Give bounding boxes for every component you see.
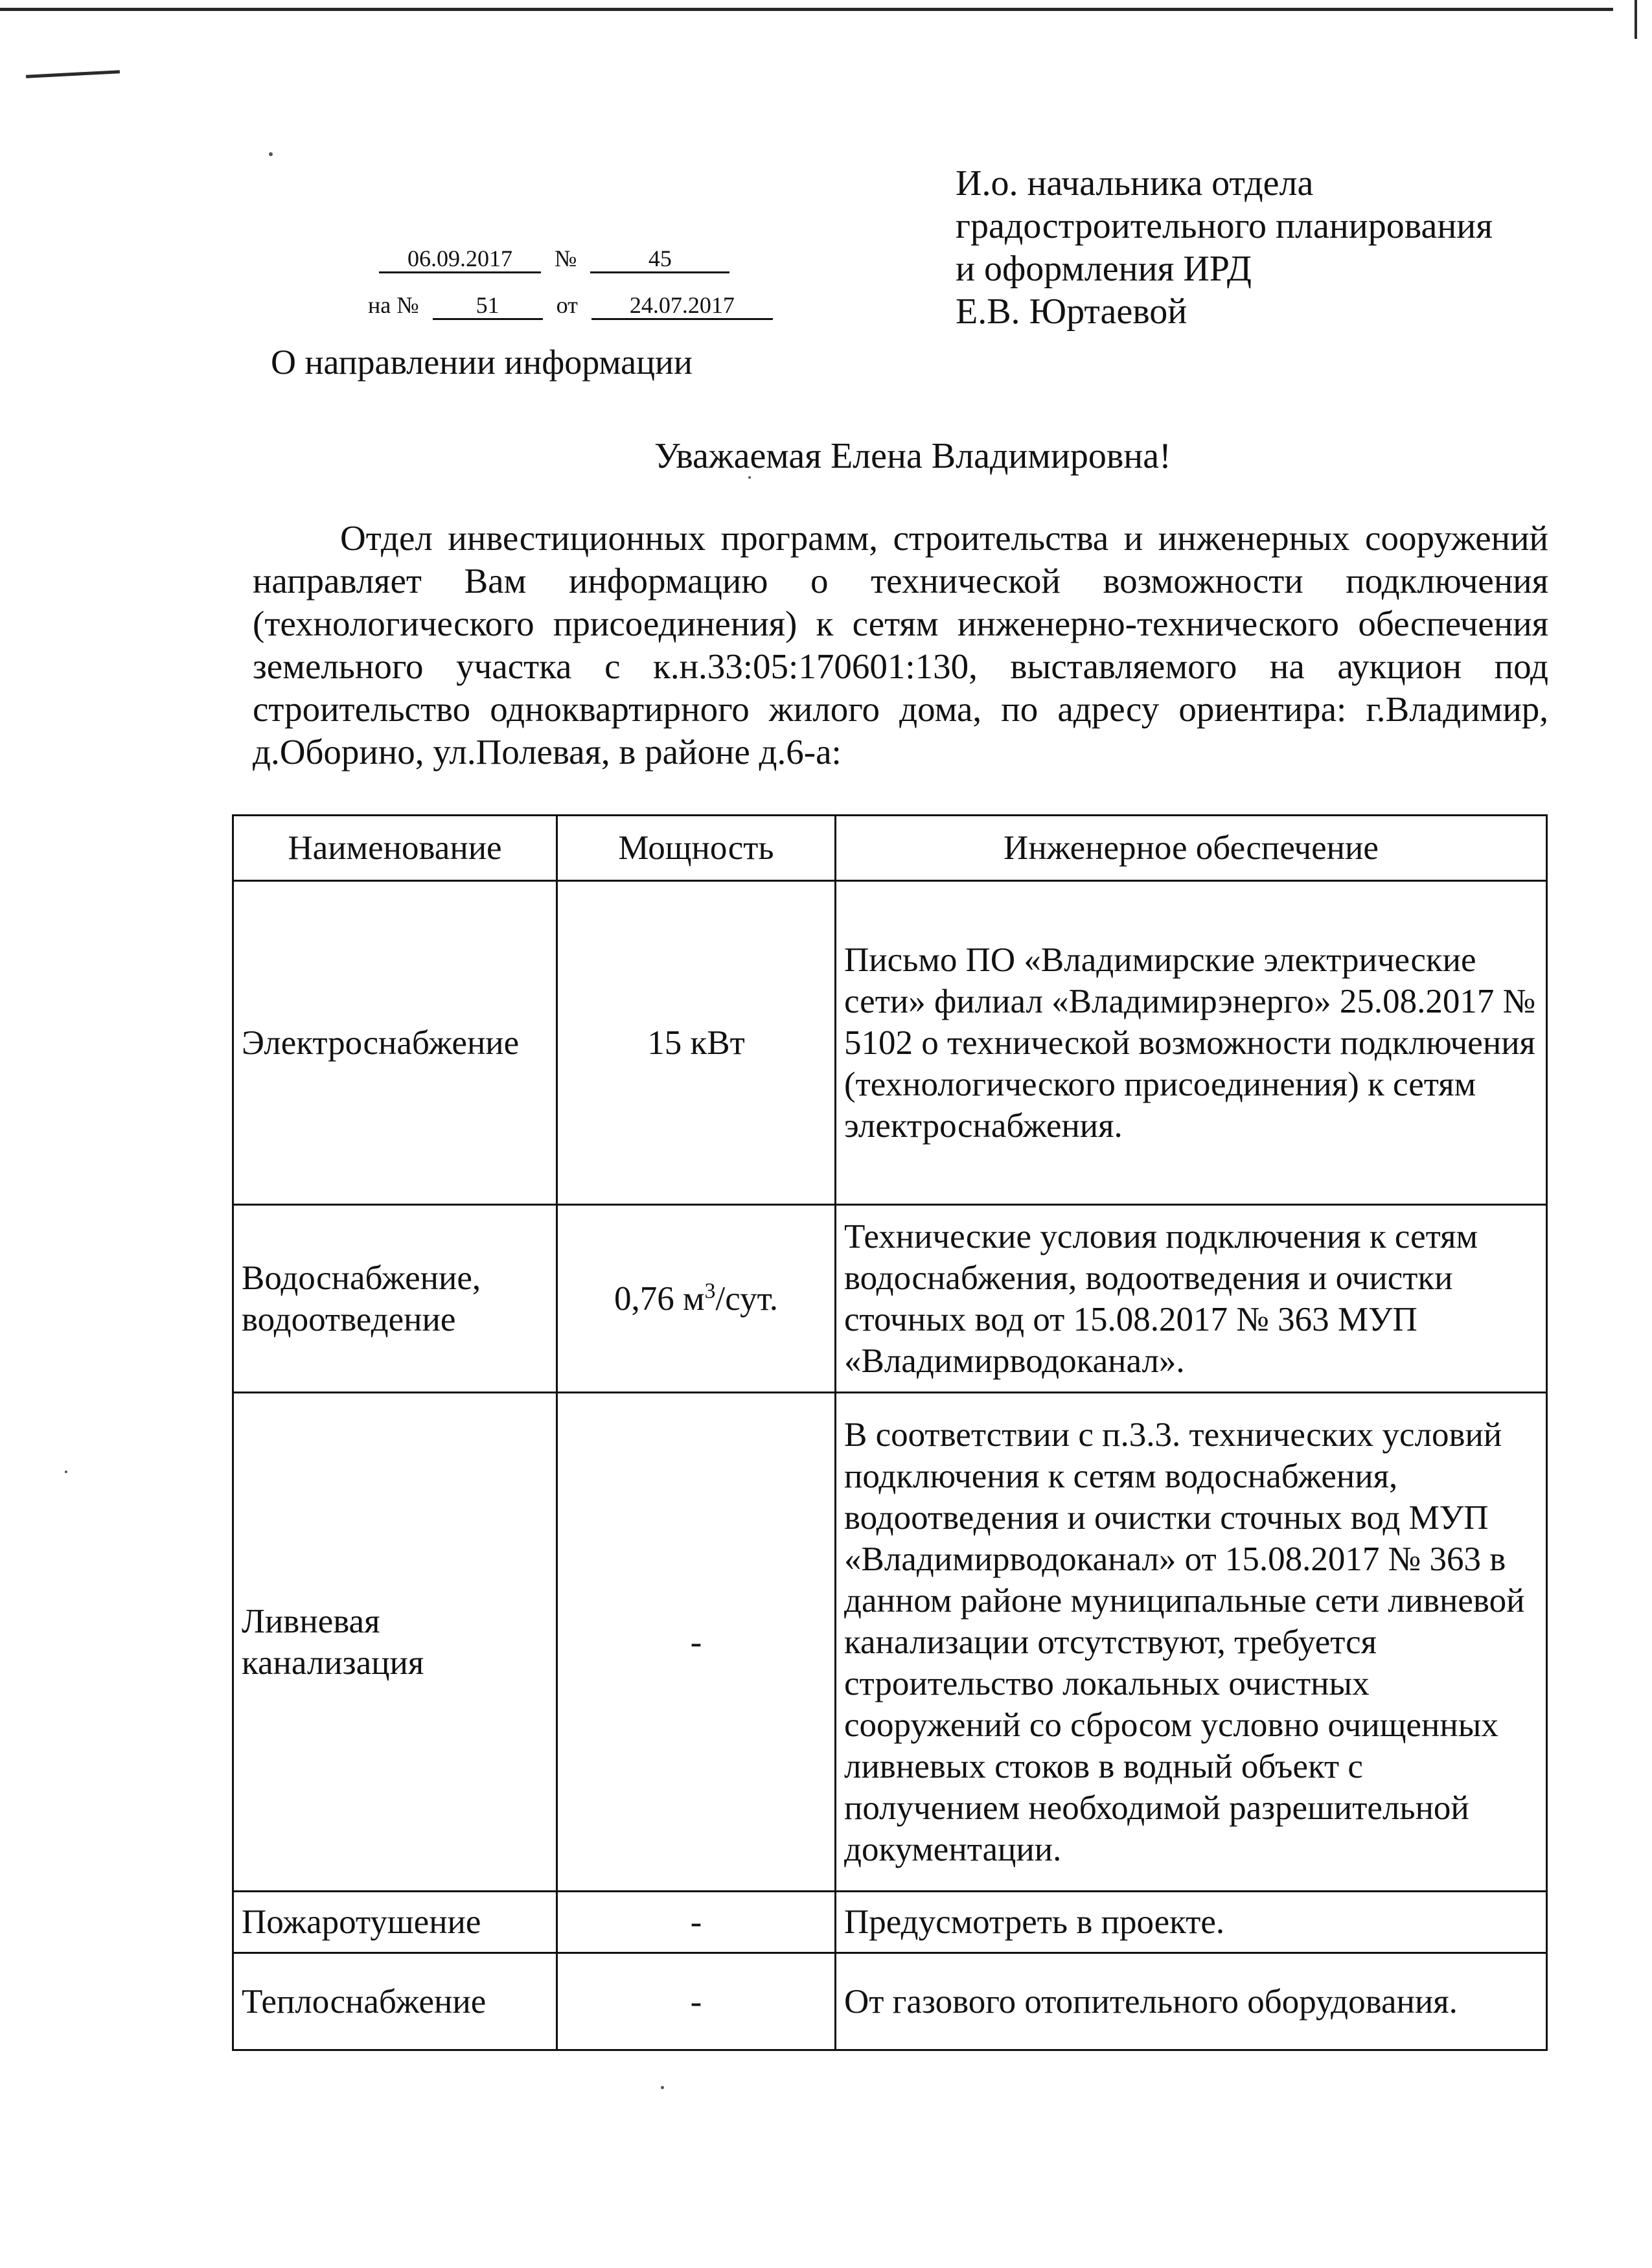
scan-mark — [26, 70, 120, 78]
header-name: Наименование — [233, 816, 557, 881]
table-row — [233, 1205, 1547, 1393]
scan-border-right — [1635, 0, 1637, 39]
number-label: № — [555, 246, 577, 271]
row-provision: Технические условия подключения к сетям водоснабжения, водоотведения и очистки сточных вод от 15.08.2017 № 363 МУП «Владимирводоканал». — [836, 1205, 1547, 1393]
scan-speck — [65, 1471, 67, 1473]
table-row — [233, 1892, 1547, 1953]
greeting: Уважаемая Елена Владимировна! — [654, 436, 1171, 476]
recipient-line: и оформления ИРД — [956, 249, 1252, 289]
recipient-line: И.о. начальника отдела — [956, 163, 1314, 203]
subject-line: О направлении информации — [271, 343, 693, 382]
power-value: 0,76 м — [614, 1279, 705, 1318]
reply-registration — [368, 292, 773, 320]
recipient-block — [956, 162, 1610, 333]
scan-speck — [661, 2086, 664, 2089]
outgoing-registration — [379, 245, 729, 273]
header-power: Мощность — [557, 816, 836, 881]
row-name: Ливневая канализация — [233, 1393, 557, 1892]
row-name: Пожаротушение — [233, 1892, 557, 1953]
reply-number: 51 — [433, 292, 543, 320]
row-name: Теплоснабжение — [233, 1953, 557, 2050]
row-power: 15 кВт — [557, 881, 836, 1205]
row-name: Электроснабжение — [233, 881, 557, 1205]
row-power: - — [557, 1393, 836, 1892]
table-header-row — [233, 816, 1547, 881]
row-provision: Предусмотреть в проекте. — [836, 1892, 1547, 1953]
row-power: - — [557, 1892, 836, 1953]
table-row — [233, 881, 1547, 1205]
body-paragraph: Отдел инвестиционных программ, строительства и инженерных сооружений направляет Вам информацию о технической возможности подключения (технологического присоединения) к сетям инженерно-технического обеспечения земельного участка с к.н.33:05:170601:130, выставляемого на аукцион под строительство одноквартирного жилого дома, по адресу ориентира: г.Владимир, д.Оборино, ул.Полевая, в районе д.6-а: — [253, 518, 1548, 772]
scan-border-top — [0, 8, 1613, 11]
outgoing-date: 06.09.2017 — [379, 246, 541, 273]
reply-prefix: на № — [368, 292, 419, 318]
power-unit: /сут. — [715, 1279, 779, 1318]
reply-from-label: от — [556, 292, 578, 318]
scan-speck — [269, 152, 273, 156]
outgoing-number: 45 — [590, 246, 729, 273]
recipient-line: Е.В. Юртаевой — [956, 292, 1187, 332]
row-power — [557, 1205, 836, 1393]
row-provision: Письмо ПО «Владимирские электрические сети» филиал «Владимирэнерго» 25.08.2017 № 5102 о технической возможности подключения (технологического присоединения) к сетям электроснабжения. — [836, 881, 1547, 1205]
row-power: - — [557, 1953, 836, 2050]
engineering-table — [232, 814, 1548, 2051]
power-superscript: 3 — [704, 1278, 716, 1303]
recipient-line: градостроительного планирования — [956, 206, 1493, 246]
table-row — [233, 1393, 1547, 1892]
row-provision: В соответствии с п.3.3. технических условий подключения к сетям водоснабжения, водоотведения и очистки сточных вод МУП «Владимирводоканал» от 15.08.2017 № 363 в данном районе муниципальные сети ливневой канализации отсутствуют, требуется строительство локальных очистных сооружений со сбросом условно очищенных ливневых стоков в водный объект с получением необходимой разрешительной документации. — [836, 1393, 1547, 1892]
table-row — [233, 1953, 1547, 2050]
header-provision: Инженерное обеспечение — [836, 816, 1547, 881]
row-name: Водоснабжение, водоотведение — [233, 1205, 557, 1393]
row-provision: От газового отопительного оборудования. — [836, 1953, 1547, 2050]
reply-date: 24.07.2017 — [591, 292, 773, 320]
